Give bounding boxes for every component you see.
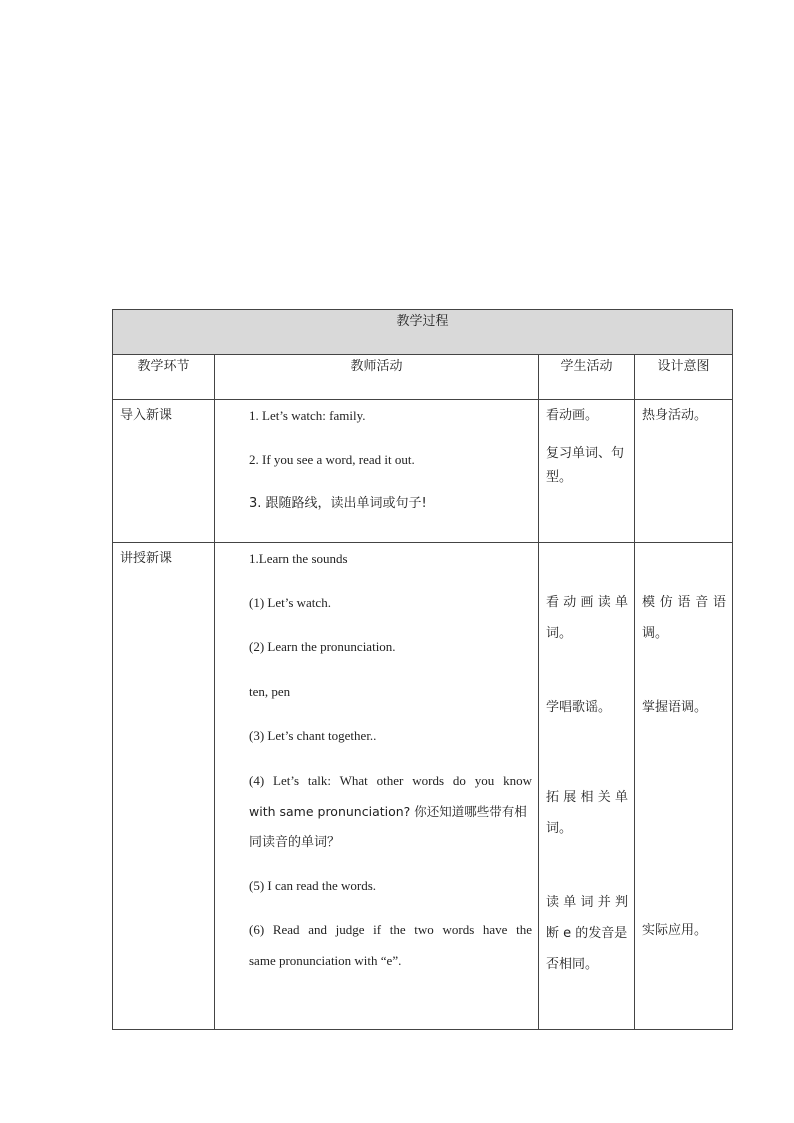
student-line: 型。 bbox=[546, 470, 573, 485]
teacher-activity-cell bbox=[215, 400, 539, 543]
teacher-line: 同读音的单词？ bbox=[249, 835, 341, 850]
stage-cell bbox=[113, 543, 215, 1030]
teacher-line: same pronunciation with “e”. bbox=[249, 953, 402, 968]
teacher-line: 2. If you see a word, read it out. bbox=[249, 452, 415, 467]
teaching-process-table bbox=[112, 309, 733, 1030]
header-design-intent: 设计意图 bbox=[635, 355, 733, 400]
intent-line: 热身活动。 bbox=[642, 408, 708, 423]
student-line: 否相同。 bbox=[546, 957, 599, 972]
teacher-line: (5) I can read the words. bbox=[249, 878, 377, 893]
teacher-line: 3. 跟随路线，读出单词或句子! bbox=[249, 496, 427, 511]
intent-line: 模仿语音语 bbox=[642, 595, 727, 610]
intent-line: 掌握语调。 bbox=[642, 700, 708, 715]
student-line: 复习单词、句 bbox=[546, 446, 625, 461]
student-line: 读单词并判 bbox=[546, 895, 628, 910]
teacher-line: (3) Let’s chant together.. bbox=[249, 728, 377, 743]
stage-label: 讲授新课 bbox=[120, 551, 173, 566]
stage-label: 导入新课 bbox=[120, 408, 173, 423]
student-line: 拓展相关单 bbox=[546, 790, 628, 805]
table-row bbox=[113, 543, 733, 1030]
student-line: 词。 bbox=[546, 821, 573, 836]
student-activity-cell bbox=[539, 400, 635, 543]
teacher-line: (2) Learn the pronunciation. bbox=[249, 639, 396, 654]
design-intent-cell bbox=[635, 400, 733, 543]
table-row bbox=[113, 400, 733, 543]
header-stage: 教学环节 bbox=[113, 355, 215, 400]
table-title: 教学过程 bbox=[113, 310, 733, 355]
teacher-line: ten, pen bbox=[249, 684, 291, 699]
student-line: 学唱歌谣。 bbox=[546, 700, 612, 715]
teacher-activity-cell bbox=[215, 543, 539, 1030]
student-line: 看动画读单 bbox=[546, 595, 628, 610]
teacher-line: (1) Let’s watch. bbox=[249, 595, 331, 610]
header-teacher-activity: 教师活动 bbox=[215, 355, 539, 400]
teacher-line: with same pronunciation? 你还知道哪些带有相 bbox=[249, 804, 527, 819]
teacher-line: (6) Read and judge if the two words have the bbox=[249, 922, 532, 937]
intent-line: 调。 bbox=[642, 626, 669, 641]
stage-cell bbox=[113, 400, 215, 543]
student-line: 词。 bbox=[546, 626, 573, 641]
student-line: 断 e 的发音是 bbox=[546, 926, 628, 941]
teacher-line: (4) Let’s talk: What other words do you know bbox=[249, 773, 532, 788]
intent-line: 实际应用。 bbox=[642, 923, 708, 938]
header-student-activity: 学生活动 bbox=[539, 355, 635, 400]
design-intent-cell bbox=[635, 543, 733, 1030]
student-activity-cell bbox=[539, 543, 635, 1030]
teacher-line: 1.Learn the sounds bbox=[249, 551, 348, 566]
student-line: 看动画。 bbox=[546, 408, 599, 423]
teacher-line: 1. Let’s watch: family. bbox=[249, 408, 366, 423]
